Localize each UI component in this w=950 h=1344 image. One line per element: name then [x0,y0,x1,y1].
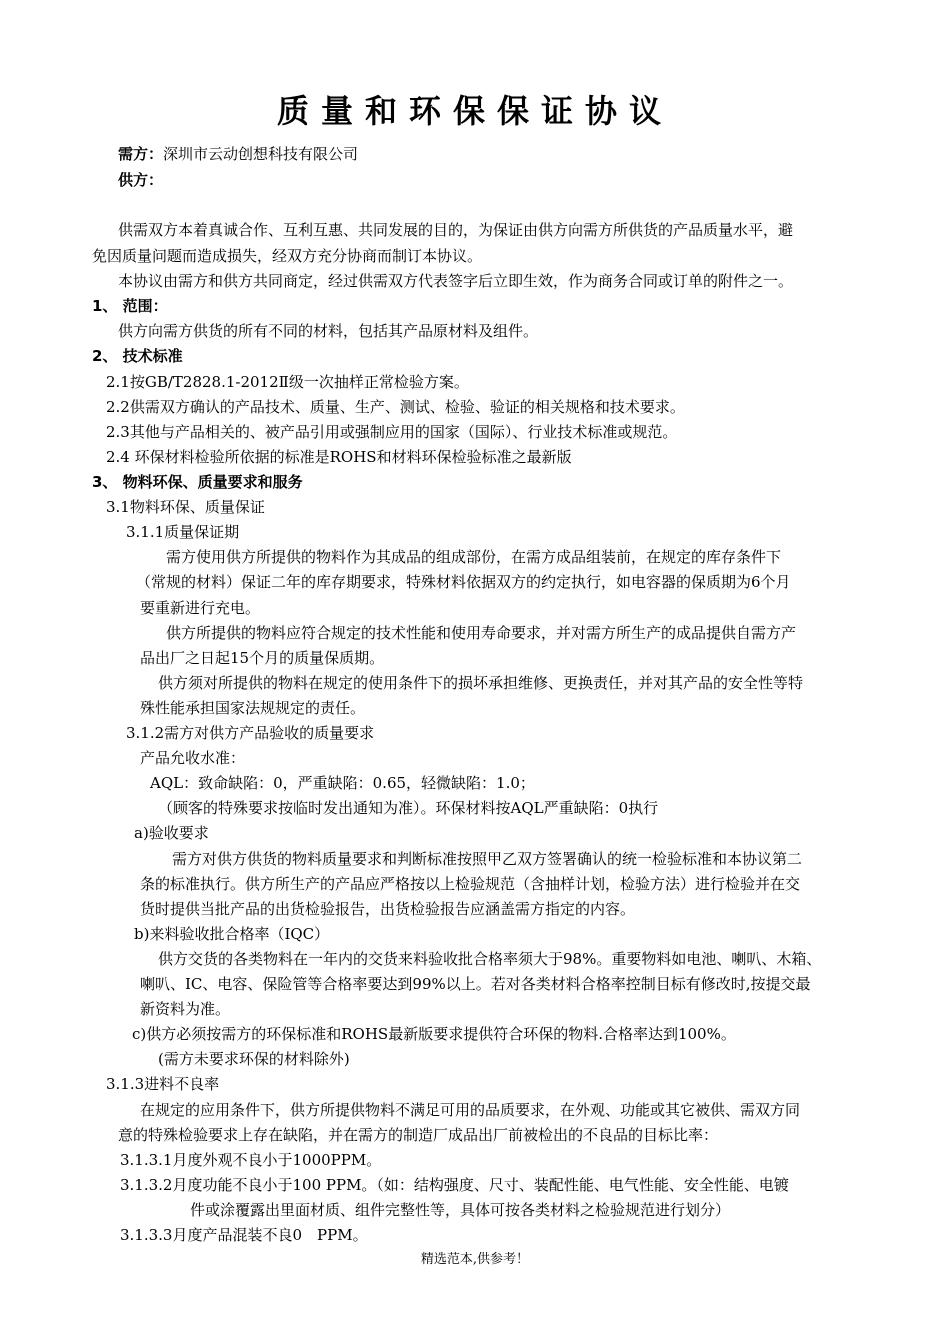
paragraph-line: 新资料为准。 [140,1000,231,1018]
page-footer: 精选范本,供参考！ [420,1252,530,1267]
intro-line: 免因质量问题而造成损失，经双方充分协商而制订本协议。 [92,247,483,265]
paragraph-line: 需方使用供方所提供的物料作为其成品的组成部份，在需方成品组装前，在规定的库存条件下 [166,548,782,566]
paragraph-line: 供方须对所提供的物料在规定的使用条件下的损坏承担维修、更换责任，并对其产品的安全性等特 [158,674,804,692]
section-3-1-3-heading: 3.1.3进料不良率 [106,1075,220,1093]
section-2-item: 2.3其他与产品相关的、被产品引用或强制应用的国家（国际）、行业技术标准或规范。 [106,423,678,441]
section-3-heading: 3、 物料环保、质量要求和服务 [92,473,303,491]
paragraph-line: 产品允收水准： [140,749,246,767]
section-2-item: 2.2供需双方确认的产品技术、质量、生产、测试、检验、验证的相关规格和技术要求。 [106,398,685,416]
section-1-heading: 1、 范围： [92,297,168,315]
item-c-note: (需方未要求环保的材料除外) [158,1050,350,1068]
party-a-name: 深圳市云动创想科技有限公司 [163,145,359,163]
paragraph-line: 需方对供方供货的物料质量要求和判断标准按照甲乙双方签署确认的统一检验标准和本协议第二 [172,850,803,868]
section-2-item: 2.4 环保材料检验所依据的标准是ROHS和材料环保检验标准之最新版 [106,448,572,466]
paragraph-line: 货时提供当批产品的出货检验报告，出货检验报告应涵盖需方指定的内容。 [140,900,636,918]
intro-line: 本协议由需方和供方共同商定，经过供需双方代表签字后立即生效，作为商务合同或订单的附件之一。 [118,272,794,290]
document-title: 质量和环保保证协议 [276,92,673,130]
section-3-1-2-heading: 3.1.2需方对供方产品验收的质量要求 [126,724,375,742]
item-b-label: b)来料验收批合格率（IQC） [134,925,330,943]
item-a-label: a)验收要求 [134,824,209,842]
paragraph-line: 条的标准执行。供方所生产的产品应严格按以上检验规范（含抽样计划，检验方法）进行检验并在交 [140,875,801,893]
paragraph-line: 喇叭、IC、电容、保险管等合格率要达到99%以上。若对各类材料合格率控制目标有修改时,按提交最 [140,975,811,993]
paragraph-line: 意的特殊检验要求上存在缺陷，并在需方的制造厂成品出厂前被检出的不良品的目标比率： [118,1126,719,1144]
item-c-text: c)供方必须按需方的环保标准和ROHS最新版要求提供符合环保的物料.合格率达到100%。 [132,1025,736,1043]
paragraph-line: 品出厂之日起15个月的质量保质期。 [140,649,385,667]
paragraph-line: 供方所提供的物料应符合规定的技术性能和使用寿命要求，并对需方所生产的成品提供自需方产 [166,624,797,642]
section-2-item: 2.1按GB/T2828.1-2012Ⅱ级一次抽样正常检验方案。 [106,373,469,391]
section-3-1-1-heading: 3.1.1质量保证期 [126,523,240,541]
paragraph-line: 殊性能承担国家法规规定的责任。 [140,699,366,717]
item-3-1-3-1: 3.1.3.1月度外观不良小于1000PPM。 [120,1151,382,1169]
party-b-label: 供方： [118,171,164,189]
paragraph-line: 供方交货的各类物料在一年内的交货来料验收批合格率须大于98%。重要物料如电池、喇叭、木箱、 [158,950,822,968]
intro-line: 供需双方本着真诚合作、互利互惠、共同发展的目的，为保证由供方向需方所供货的产品质量水平，避 [118,221,794,239]
section-3-1-heading: 3.1物料环保、质量保证 [106,498,265,516]
party-a-label: 需方： [118,145,164,163]
party-a [118,143,358,165]
item-3-1-3-2-cont: 件或涂覆露出里面材质、组件完整性等，具体可按各类材料之检验规范进行划分） [190,1201,731,1219]
paragraph-line: （顾客的特殊要求按临时发出通知为准）。环保材料按AQL严重缺陷：0执行 [158,799,659,817]
item-3-1-3-3: 3.1.3.3月度产品混装不良0 PPM。 [120,1226,368,1244]
paragraph-line: AQL：致命缺陷：0，严重缺陷：0.65，轻微缺陷：1.0； [150,774,535,792]
paragraph-line: 要重新进行充电。 [140,599,261,617]
section-1-text: 供方向需方供货的所有不同的材料，包括其产品原材料及组件。 [118,322,539,340]
paragraph-line: 在规定的应用条件下，供方所提供物料不满足可用的品质要求，在外观、功能或其它被供、需双方同 [140,1101,801,1119]
item-3-1-3-2: 3.1.3.2月度功能不良小于100 PPM。（如：结构强度、尺寸、装配性能、电气性能、安全性能、电镀 [120,1176,789,1194]
paragraph-line: （常规的材料）保证二年的库存期要求，特殊材料依据双方的约定执行，如电容器的保质期为6个月 [136,573,791,591]
section-2-heading: 2、 技术标准 [92,347,183,365]
